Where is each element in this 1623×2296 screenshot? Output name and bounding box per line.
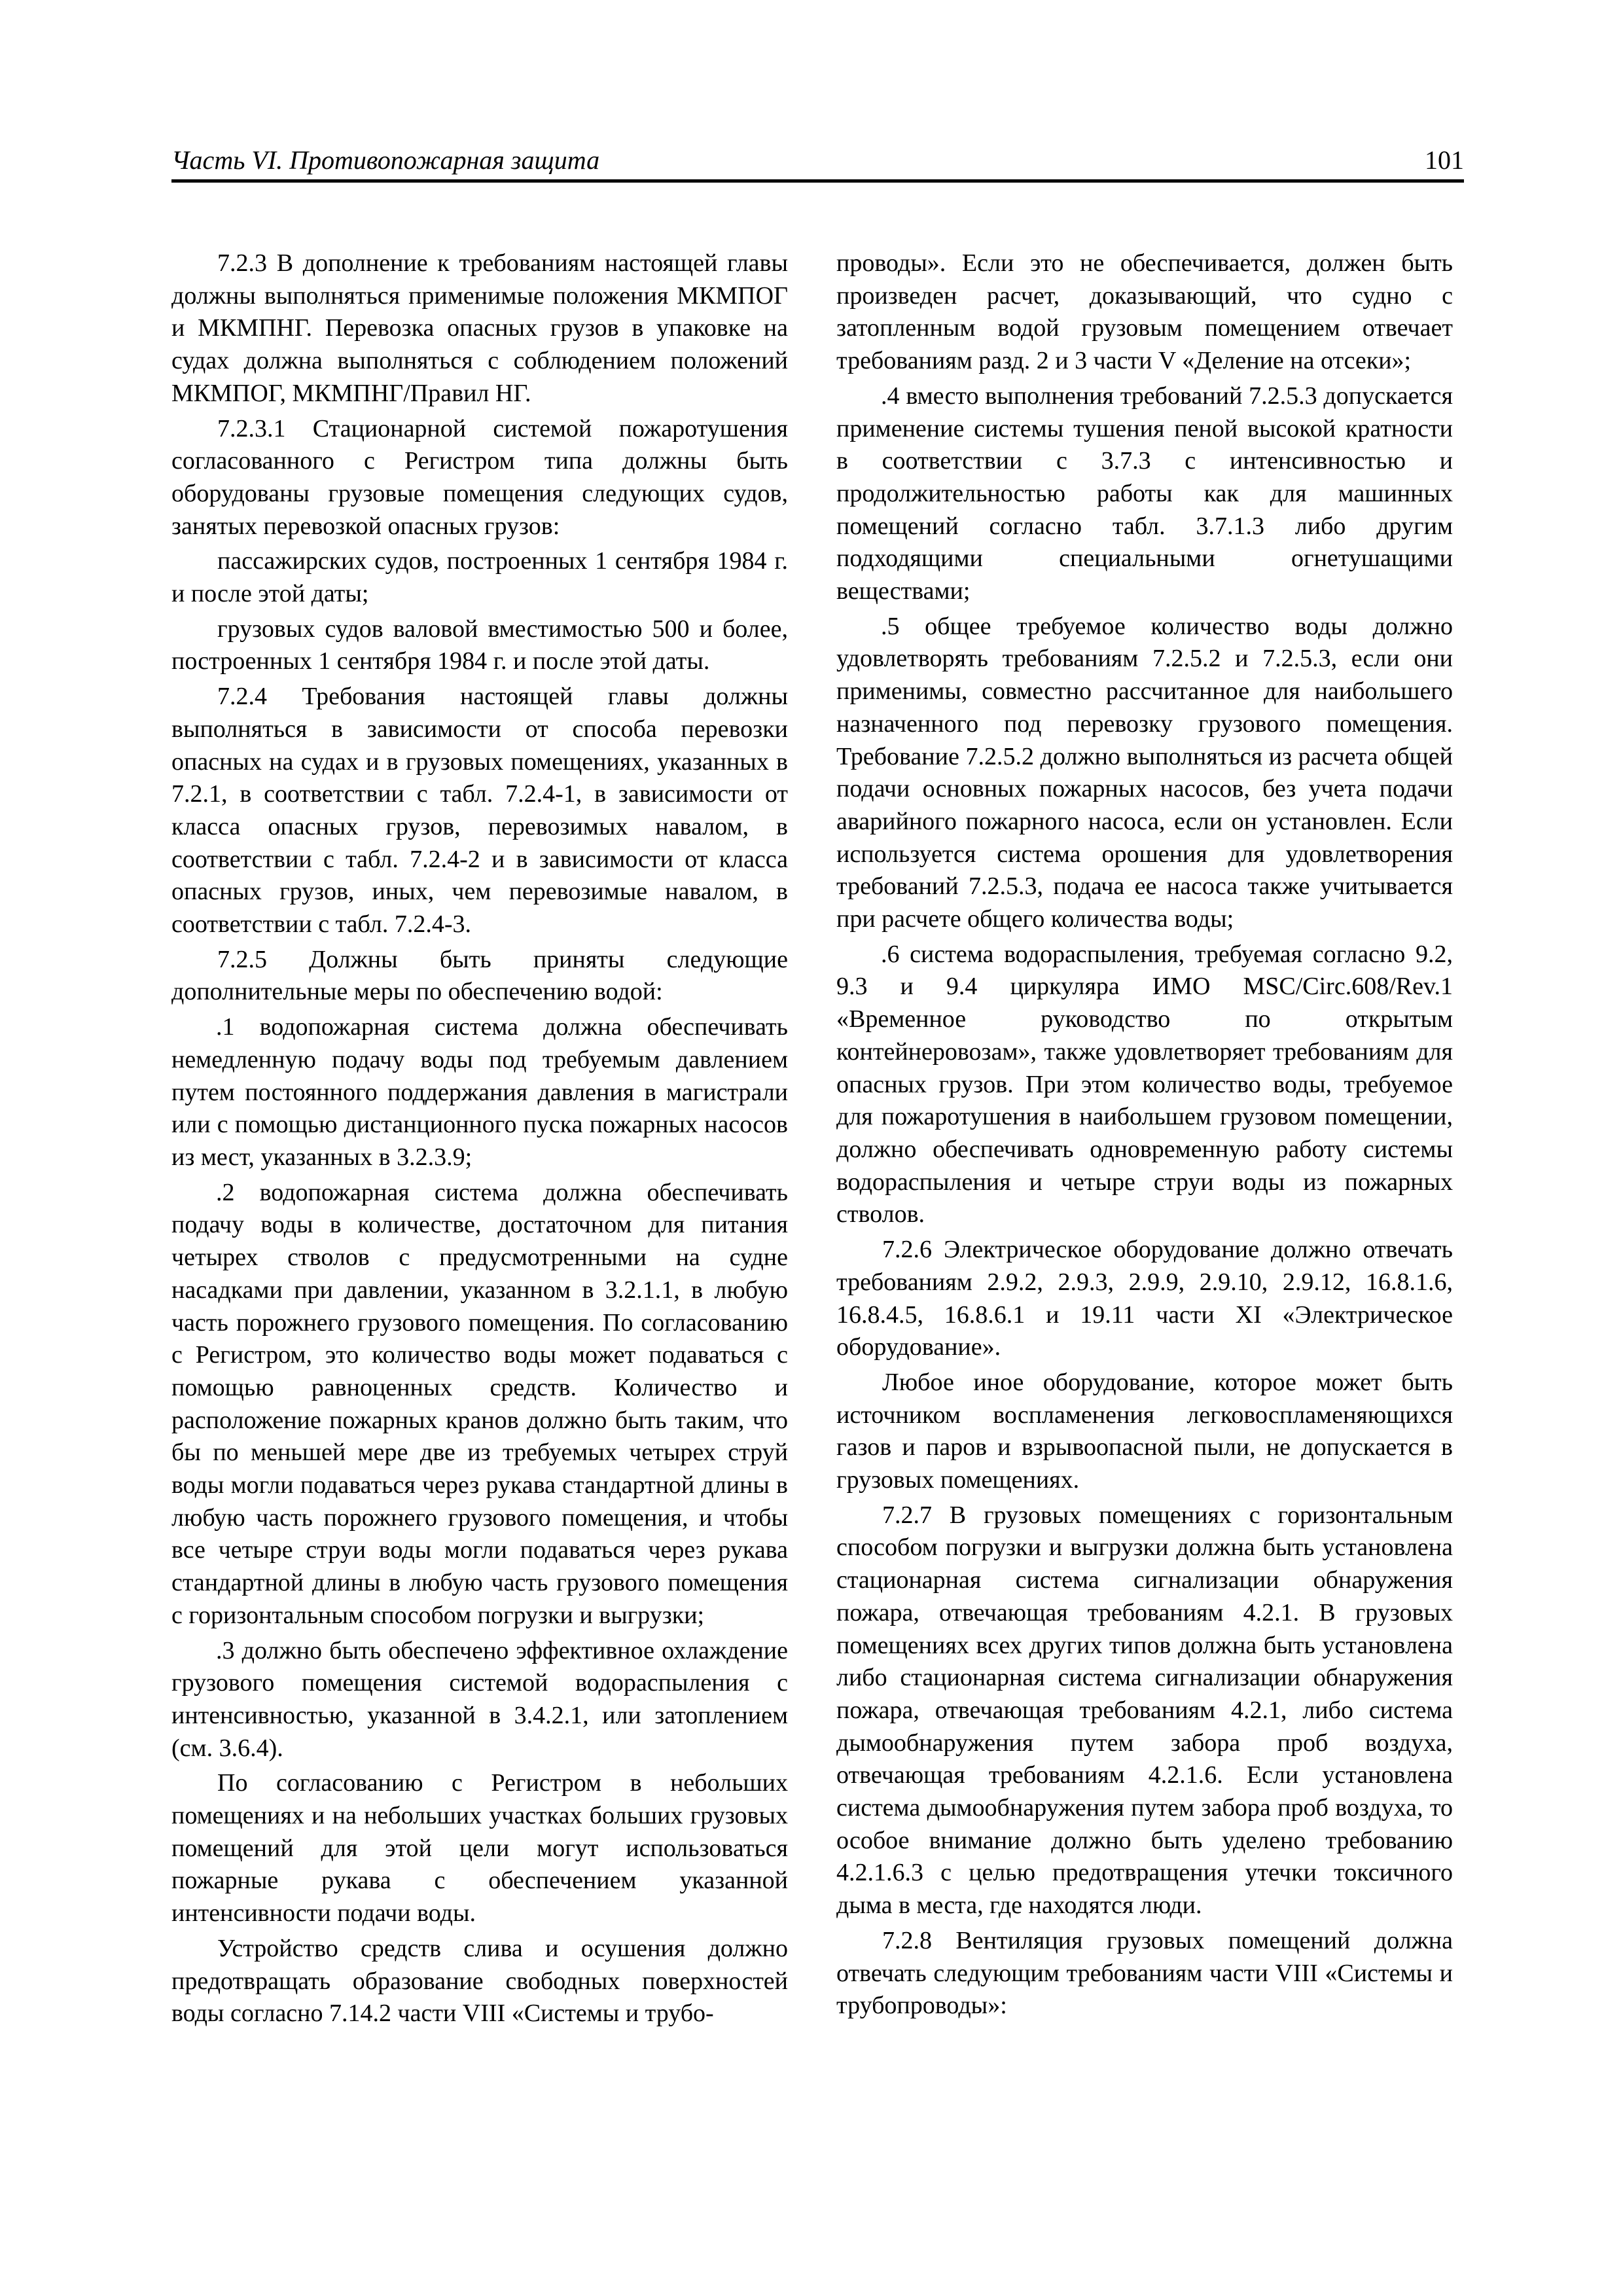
page-number: 101 [1425, 145, 1464, 175]
list-item-6: .6 система водораспыления, требуемая согласно 9.2, 9.3 и 9.4 циркуляра ИМО MSC/Circ.608/Rev.1 «Временное руководство по открытым контейнеровозам», также удовлетворяет требованиям для опасных грузов. При этом количество воды, требуемое для пожаротушения в наибольшем грузовом помещении, должно обеспечивать одновременную работу системы водораспыления и четыре струи воды из пожарных стволов. [836, 940, 1453, 1229]
list-item-3: .3 должно быть обеспечено эффективное охлаждение грузового помещения системой водораспыления с интенсивностью, указанной в 3.4.2.1, или затоплением (см. 3.6.4). [171, 1636, 788, 1762]
paragraph-drainage: Устройство средств слива и осушения должно предотвращать образование свободных поверхностей воды согласно 7.14.2 части VIII «Системы и трубо- [171, 1934, 788, 2028]
paragraph-other-equipment: Любое иное оборудование, которое может быть источником воспламенения легковоспламеняющихся газов и паров и взрывоопасной пыли, не допускается в грузовых помещениях. [836, 1368, 1453, 1494]
paragraph-7-2-5: 7.2.5 Должны быть приняты следующие дополнительные меры по обеспечению водой: [171, 945, 788, 1006]
paragraph-passenger-ships: пассажирских судов, построенных 1 сентября 1984 г. и после этой даты; [171, 547, 788, 608]
right-column [836, 247, 1453, 2025]
paragraph-7-2-3-1: 7.2.3.1 Стационарной системой пожаротушения согласованного с Регистром типа должны быть оборудованы грузовые помещения следующих судов, занятых перевозкой опасных грузов: [171, 414, 788, 540]
paragraph-7-2-4: 7.2.4 Требования настоящей главы должны выполняться в зависимости от способа перевозки опасных на судах и в грузовых помещениях, указанных в 7.2.1, в соответствии с табл. 7.2.4-1, в зависимости от класса опасных грузов, перевозимых навалом, в соответствии с табл. 7.2.4-2 и в зависимости от класса опасных грузов, иных, чем перевозимые навалом, в соответствии с табл. 7.2.4-3. [171, 683, 788, 939]
list-item-2: .2 водопожарная система должна обеспечивать подачу воды в количестве, достаточном для питания четырех стволов с предусмотренными на судне насадками при давлении, указанном в 3.2.1.1, в любую часть порожнего грузового помещения. По согласованию с Регистром, это количество воды может подаваться с помощью равноценных средств. Количество и расположение пожарных кранов должно быть таким, что бы по меньшей мере две из требуемых четырех струй воды могли подаваться через рукава стандартной длины в любую часть порожнего грузового помещения, и чтобы все четыре струи воды могли подаваться через рукава стандартной длины в любую часть грузового помещения с горизонтальным способом погрузки и выгрузки; [171, 1178, 788, 1629]
running-title: Часть VI. Противопожарная защита [171, 145, 600, 175]
paragraph-7-2-8: 7.2.8 Вентиляция грузовых помещений должна отвечать следующим требованиям части VIII «Системы и трубопроводы»: [836, 1926, 1453, 2020]
left-column [171, 247, 788, 2033]
paragraph-7-2-6: 7.2.6 Электрическое оборудование должно отвечать требованиям 2.9.2, 2.9.3, 2.9.9, 2.9.10, 2.9.12, 16.8.1.6, 16.8.4.5, 16.8.6.1 и 19.11 части XI «Электрическое оборудование». [836, 1236, 1453, 1361]
paragraph-cargo-ships: грузовых судов валовой вместимостью 500 и более, построенных 1 сентября 1984 г. и после этой даты. [171, 615, 788, 675]
page-header [171, 139, 1464, 183]
list-item-5: .5 общее требуемое количество воды должно удовлетворять требованиям 7.2.5.2 и 7.2.5.3, если они применимы, совместно рассчитанное для наибольшего назначенного под перевозку грузового помещения. Требование 7.2.5.2 должно выполняться из расчета общей подачи основных пожарных насосов, без учета подачи аварийного пожарного насоса, если он установлен. Если используется система орошения для удовлетворения требований 7.2.5.3, подача ее насоса также учитывается при расчете общего количества воды; [836, 612, 1453, 933]
paragraph-hoses: По согласованию с Регистром в небольших помещениях и на небольших участках больших грузовых помещений для этой цели могут использоваться пожарные рукава с обеспечением указанной интенсивности подачи воды. [171, 1769, 788, 1928]
list-item-4: .4 вместо выполнения требований 7.2.5.3 допускается применение системы тушения пеной высокой кратности в соответствии с 3.7.3 с интенсивностью и продолжительностью работы как для машинных помещений согласно табл. 3.7.1.3 либо другим подходящими специальными огнетушащими веществами; [836, 382, 1453, 605]
paragraph-continuation: проводы». Если это не обеспечивается, должен быть произведен расчет, доказывающий, что судно с затопленным водой грузовым помещением отвечает требованиям разд. 2 и 3 части V «Деление на отсеки»; [836, 249, 1453, 375]
paragraph-7-2-3: 7.2.3 В дополнение к требованиям настоящей главы должны выполняться применимые положения МКМПОГ и МКМПНГ. Перевозка опасных грузов в упаковке на судах должна выполняться с соблюдением положений МКМПОГ, МКМПНГ/Правил НГ. [171, 249, 788, 407]
paragraph-7-2-7: 7.2.7 В грузовых помещениях с горизонтальным способом погрузки и выгрузки должна быть установлена стационарная система сигнализации обнаружения пожара, отвечающая требованиям 4.2.1. В грузовых помещениях всех других типов должна быть установлена либо стационарная система сигнализации обнаружения пожара, отвечающая требованиям 4.2.1, либо система дымообнаружения путем забора проб воздуха, отвечающая требованиям 4.2.1.6. Если установлена система дымообнаружения путем забора проб воздуха, то особое внимание должно быть уделено требованию 4.2.1.6.3 с целью предотвращения утечки токсичного дыма в места, где находятся люди. [836, 1501, 1453, 1920]
list-item-1: .1 водопожарная система должна обеспечивать немедленную подачу воды под требуемым давлением путем постоянного поддержания давления в магистрали или с помощью дистанционного пуска пожарных насосов из мест, указанных в 3.2.3.9; [171, 1013, 788, 1171]
